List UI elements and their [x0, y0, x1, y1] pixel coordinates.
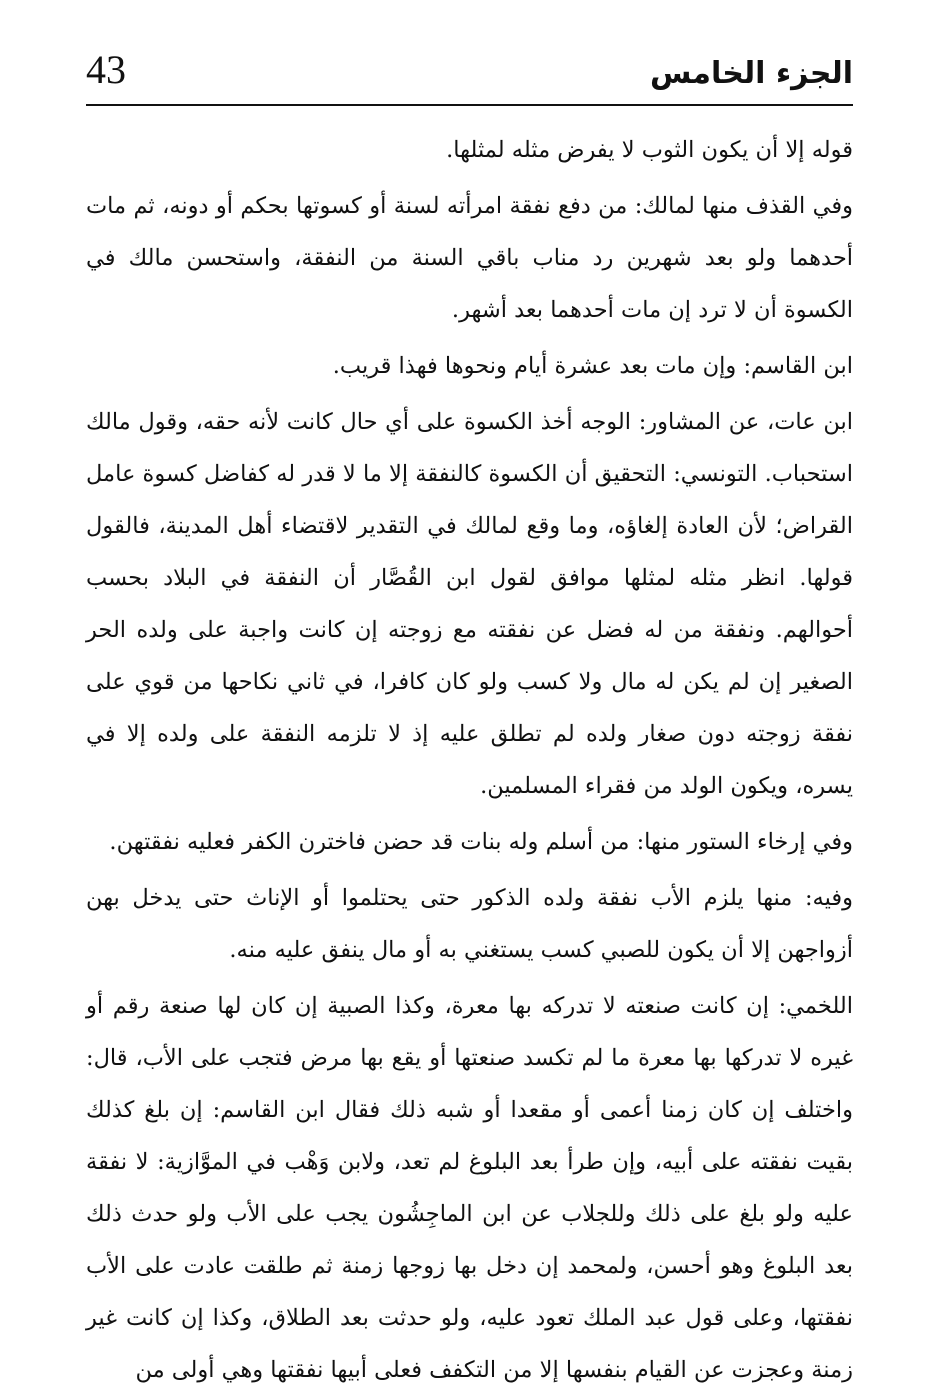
running-head-title: الجزء الخامس [649, 56, 853, 91]
paragraph-3: ابن القاسم: وإن مات بعد عشرة أيام ونحوها فهذا قريب. [332, 353, 853, 379]
paragraph-7: اللخمي: إن كانت صنعته لا تدركه بها معرة، وكذا الصبية إن كان لها صنعة رقم أو غيره لا تدركها بها معرة ما لم تكسد صنعتها أو يقع بها مرض فتجب على الأب، قال: واختلف إن كان زمنا أعمى أو مقعدا أو شبه ذلك فقال ابن القاسم: إن بلغ كذلك بقيت نفقته على أبيه، وإن طرأ بعد البلوغ لم تعد، ولابن وَهْب في الموَّازية: لا نفقة عليه ولو بلغ على ذلك وللجلاب عن ابن الماجِشُون يجب على الأب ولو حدث ذلك بعد البلوغ وهو أحسن، ولمحمد إن دخل بها زوجها زمنة ثم طلقت عادت على الأب نفقتها، وعلى قول عبد الملك تعود عليه، ولو حدثت بعد الطلاق، وكذا إن كانت غير زمنة وعجزت عن القيام بنفسها إلا من التكفف فعلى أبيها نفقتها وهي أولى من [86, 993, 853, 1383]
page-header [86, 42, 853, 106]
paragraph-1: قوله إلا أن يكون الثوب لا يفرض مثله لمثلها. [446, 137, 853, 163]
paragraph-4: ابن عات، عن المشاور: الوجه أخذ الكسوة على أي حال كانت لأنه حقه، وقول مالك استحباب. التونسي: التحقيق أن الكسوة كالنفقة إلا ما لا قدر له كفاضل كسوة عامل القراض؛ لأن العادة إلغاؤه، وما وقع لمالك في التقدير لاقتضاء أهل المدينة، فالقول قولها. انظر مثله لمثلها موافق لقول ابن القُصَّار أن النفقة في البلاد بحسب أحوالهم. ونفقة من له فضل عن نفقته مع زوجته إن كانت واجبة على ولده الحر الصغير إن لم يكن له مال ولا كسب ولو كان كافرا، في ثاني نكاحها من قوي على نفقة زوجته دون صغار ولده لم تطلق عليه إذ لا تلزمه النفقة على ولده إلا في يسره، ويكون الولد من فقراء المسلمين. [86, 409, 853, 799]
body-text [86, 124, 853, 1400]
header-divider [86, 104, 853, 106]
paragraph-2: وفي القذف منها لمالك: من دفع نفقة امرأته لسنة أو كسوتها بحكم أو دونه، ثم مات أحدهما ولو بعد شهرين رد مناب باقي السنة من النفقة، واستحسن مالك في الكسوة أن لا ترد إن مات أحدهما بعد أشهر. [86, 193, 853, 323]
paragraph-5: وفي إرخاء الستور منها: من أسلم وله بنات قد حضن فاخترن الكفر فعليه نفقتهن. [109, 829, 853, 855]
paragraph-6: وفيه: منها يلزم الأب نفقة ولده الذكور حتى يحتلموا أو الإناث حتى يدخل بهن أزواجهن إلا أن يكون للصبي كسب يستغني به أو مال ينفق عليه منه. [86, 885, 853, 963]
page-number: 43 [86, 47, 126, 92]
